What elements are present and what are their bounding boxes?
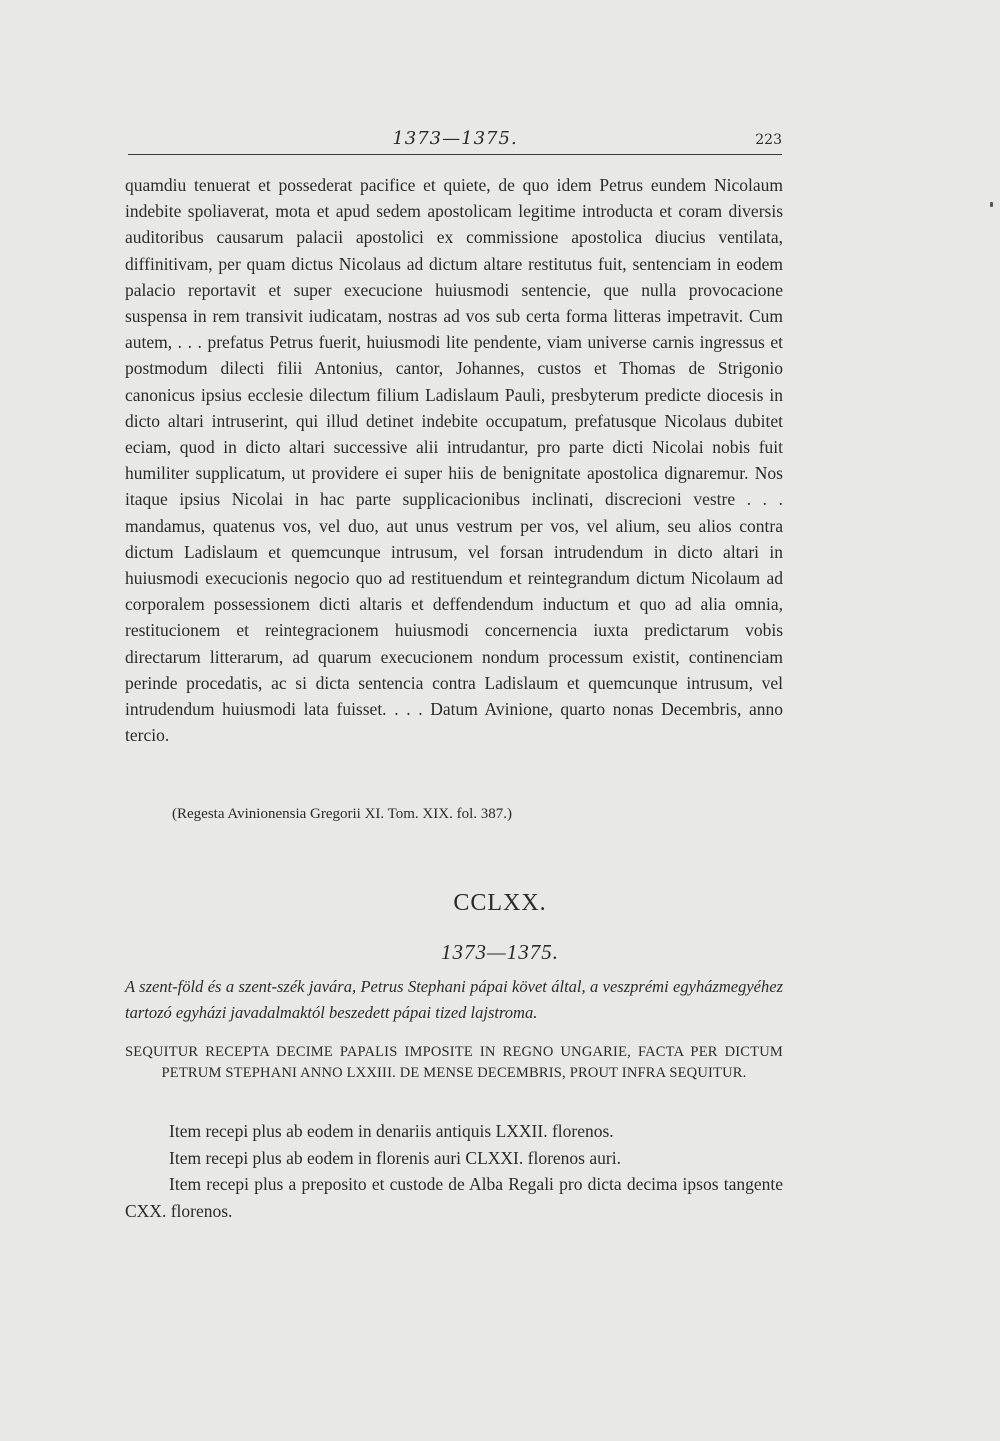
running-title: 1373—1375. <box>392 128 518 149</box>
document-regest: A szent-föld és a szent-szék javára, Petrus Stephani pápai követ által, a veszprémi egyházmegyéhez tartozó egyházi javadalmaktól beszedett pápai tized lajstroma. <box>125 977 783 1022</box>
document-number: CCLXX. <box>453 890 547 916</box>
scan-speck <box>990 202 993 207</box>
main-text-block <box>125 172 783 748</box>
document-heading: SEQUITUR RECEPTA DECIME PAPALIS IMPOSITE IN REGNO UNGARIE, FACTA PER DICTUM PETRUM STEPHANI ANNO LXXIII. DE MENSE DECEMBRIS, PROUT INFRA SEQUITUR. <box>125 1044 783 1081</box>
document-date: 1373—1375. <box>441 940 559 964</box>
list-item: Item recepi plus a preposito et custode de Alba Regali pro dicta decima ipsos tangente CXX. florenos. <box>125 1174 783 1221</box>
entries-list <box>125 1118 783 1224</box>
body-paragraph: quamdiu tenuerat et possederat pacifice et quiete, de quo idem Petrus eundem Nicolaum indebite spoliaverat, mota et apud sedem apostolicam legitime introducta et coram diversis auditoribus causarum palacii apostolici ex commissione apostolica diucius ventilata, diffinitivam, per quam dictus Nicolaus ad dictum altare restitutus fuit, sentenciam in eodem palacio reportavit et super execucione huiusmodi sentencie, que nulla provocacione suspensa in rem transivit iudicatam, nostras ad vos sub certa forma litteras impetravit. Cum autem, . . . prefatus Petrus fuerit, huiusmodi lite pendente, viam universe carnis ingressus et postmodum dilecti filii Antonius, cantor, Johannes, custos et Thomas de Strigonio canonicus ipsius ecclesie dilectum filium Ladislaum Pauli, presbyterum predicte diocesis in dicto altari intruserint, qui illud detinet indebite occupatum, prefatusque Nicolaus dubitet eciam, quod in dicto altari successive alii intrudantur, pro parte dicti Nicolai nobis fuit humiliter supplicatum, ut providere ei super hiis de benignitate apostolica dignaremur. Nos itaque ipsius Nicolai in hac parte supplicacionibus inclinati, discrecioni vestre . . . mandamus, quatenus vos, vel duo, aut unus vestrum per vos, vel alium, seu alios contra dictum Ladislaum et quemcunque intrusum, vel forsan intrudendum in dicto altari in huiusmodi execucionis negocio quo ad restituendum et reintegrandum dictum Nicolaum ad corporalem possessionem dicti altaris et deffendendum inductum et quo ad alia omnia, restitucionem et reintegracionem huiusmodi concernencia iuxta predictarum vobis directarum litterarum, ad quarum execucionem nondum processum existit, continenciam perinde procedatis, ac si dicta sentencia contra Ladislaum et quemcunque intrusum, vel intrudendum huiusmodi lata fuisset. . . . Datum Avinione, quarto nonas Decembris, anno tercio. <box>125 175 783 746</box>
list-item: Item recepi plus ab eodem in denariis antiquis LXXII. florenos. <box>169 1121 614 1141</box>
running-header <box>128 128 782 155</box>
list-item: Item recepi plus ab eodem in florenis auri CLXXI. florenos auri. <box>169 1147 621 1168</box>
page-number: 223 <box>755 132 782 148</box>
source-citation: (Regesta Avinionensia Gregorii XI. Tom. XIX. fol. 387.) <box>172 806 512 822</box>
